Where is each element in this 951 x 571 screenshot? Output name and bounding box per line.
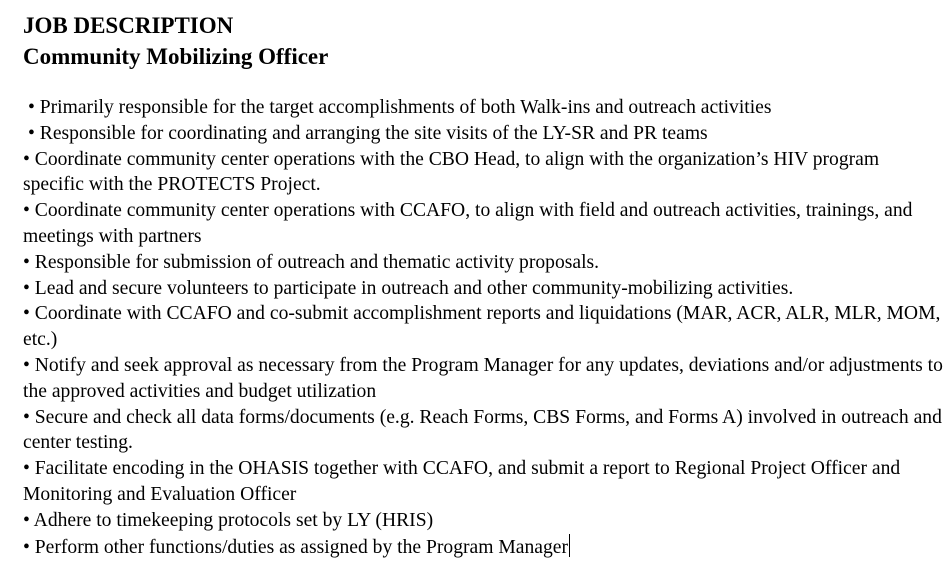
document-body[interactable]: [23, 10, 943, 560]
blank-line: [23, 72, 943, 95]
list-item-text: • Coordinate community center operations with CCAFO, to align with field and outreach activities, trainings, and meetings with partners: [23, 200, 913, 247]
list-item: [23, 353, 943, 405]
document-heading: JOB DESCRIPTION: [23, 13, 234, 38]
list-item: [23, 534, 943, 561]
list-item: [23, 276, 943, 302]
list-item-text: • Lead and secure volunteers to participate in outreach and other community-mobilizing activities.: [23, 277, 794, 299]
list-item: [23, 121, 943, 147]
list-item-text: • Coordinate with CCAFO and co-submit accomplishment reports and liquidations (MAR, ACR, ALR, MLR, MOM, etc.): [23, 303, 941, 351]
list-item: [23, 456, 943, 508]
document-subheading: Community Mobilizing Officer: [23, 44, 329, 69]
list-item: [23, 508, 943, 534]
list-item-text: • Notify and seek approval as necessary from the Program Manager for any updates, deviations and/or adjustments to the approved activities and budget utilization: [23, 354, 943, 402]
list-item: [23, 301, 943, 353]
list-item-text: • Perform other functions/duties as assigned by the Program Manager: [23, 536, 569, 558]
list-item-text: • Coordinate community center operations with the CBO Head, to align with the organization’s HIV program specific with the PROTECTS Project.: [23, 148, 880, 196]
list-item: [23, 95, 943, 121]
text-cursor: [569, 534, 570, 557]
list-item-text: • Responsible for coordinating and arranging the site visits of the LY-SR and PR teams: [28, 122, 708, 144]
list-item: [23, 147, 943, 199]
list-item-text: • Secure and check all data forms/documents (e.g. Reach Forms, CBS Forms, and Forms A) involved in outreach and center testing.: [23, 406, 942, 454]
list-item-text: • Facilitate encoding in the OHASIS together with CCAFO, and submit a report to Regional Project Officer and Monitoring and Evaluation Officer: [23, 458, 901, 505]
list-item-text: • Adhere to timekeeping protocols set by LY (HRIS): [23, 509, 434, 531]
list-item: [23, 250, 943, 276]
list-item-text: • Responsible for submission of outreach and thematic activity proposals.: [23, 251, 600, 273]
duties-list: [23, 95, 943, 560]
list-item-text: • Primarily responsible for the target accomplishments of both Walk-ins and outreach activities: [28, 97, 772, 118]
list-item: [23, 198, 943, 250]
list-item: [23, 405, 943, 457]
